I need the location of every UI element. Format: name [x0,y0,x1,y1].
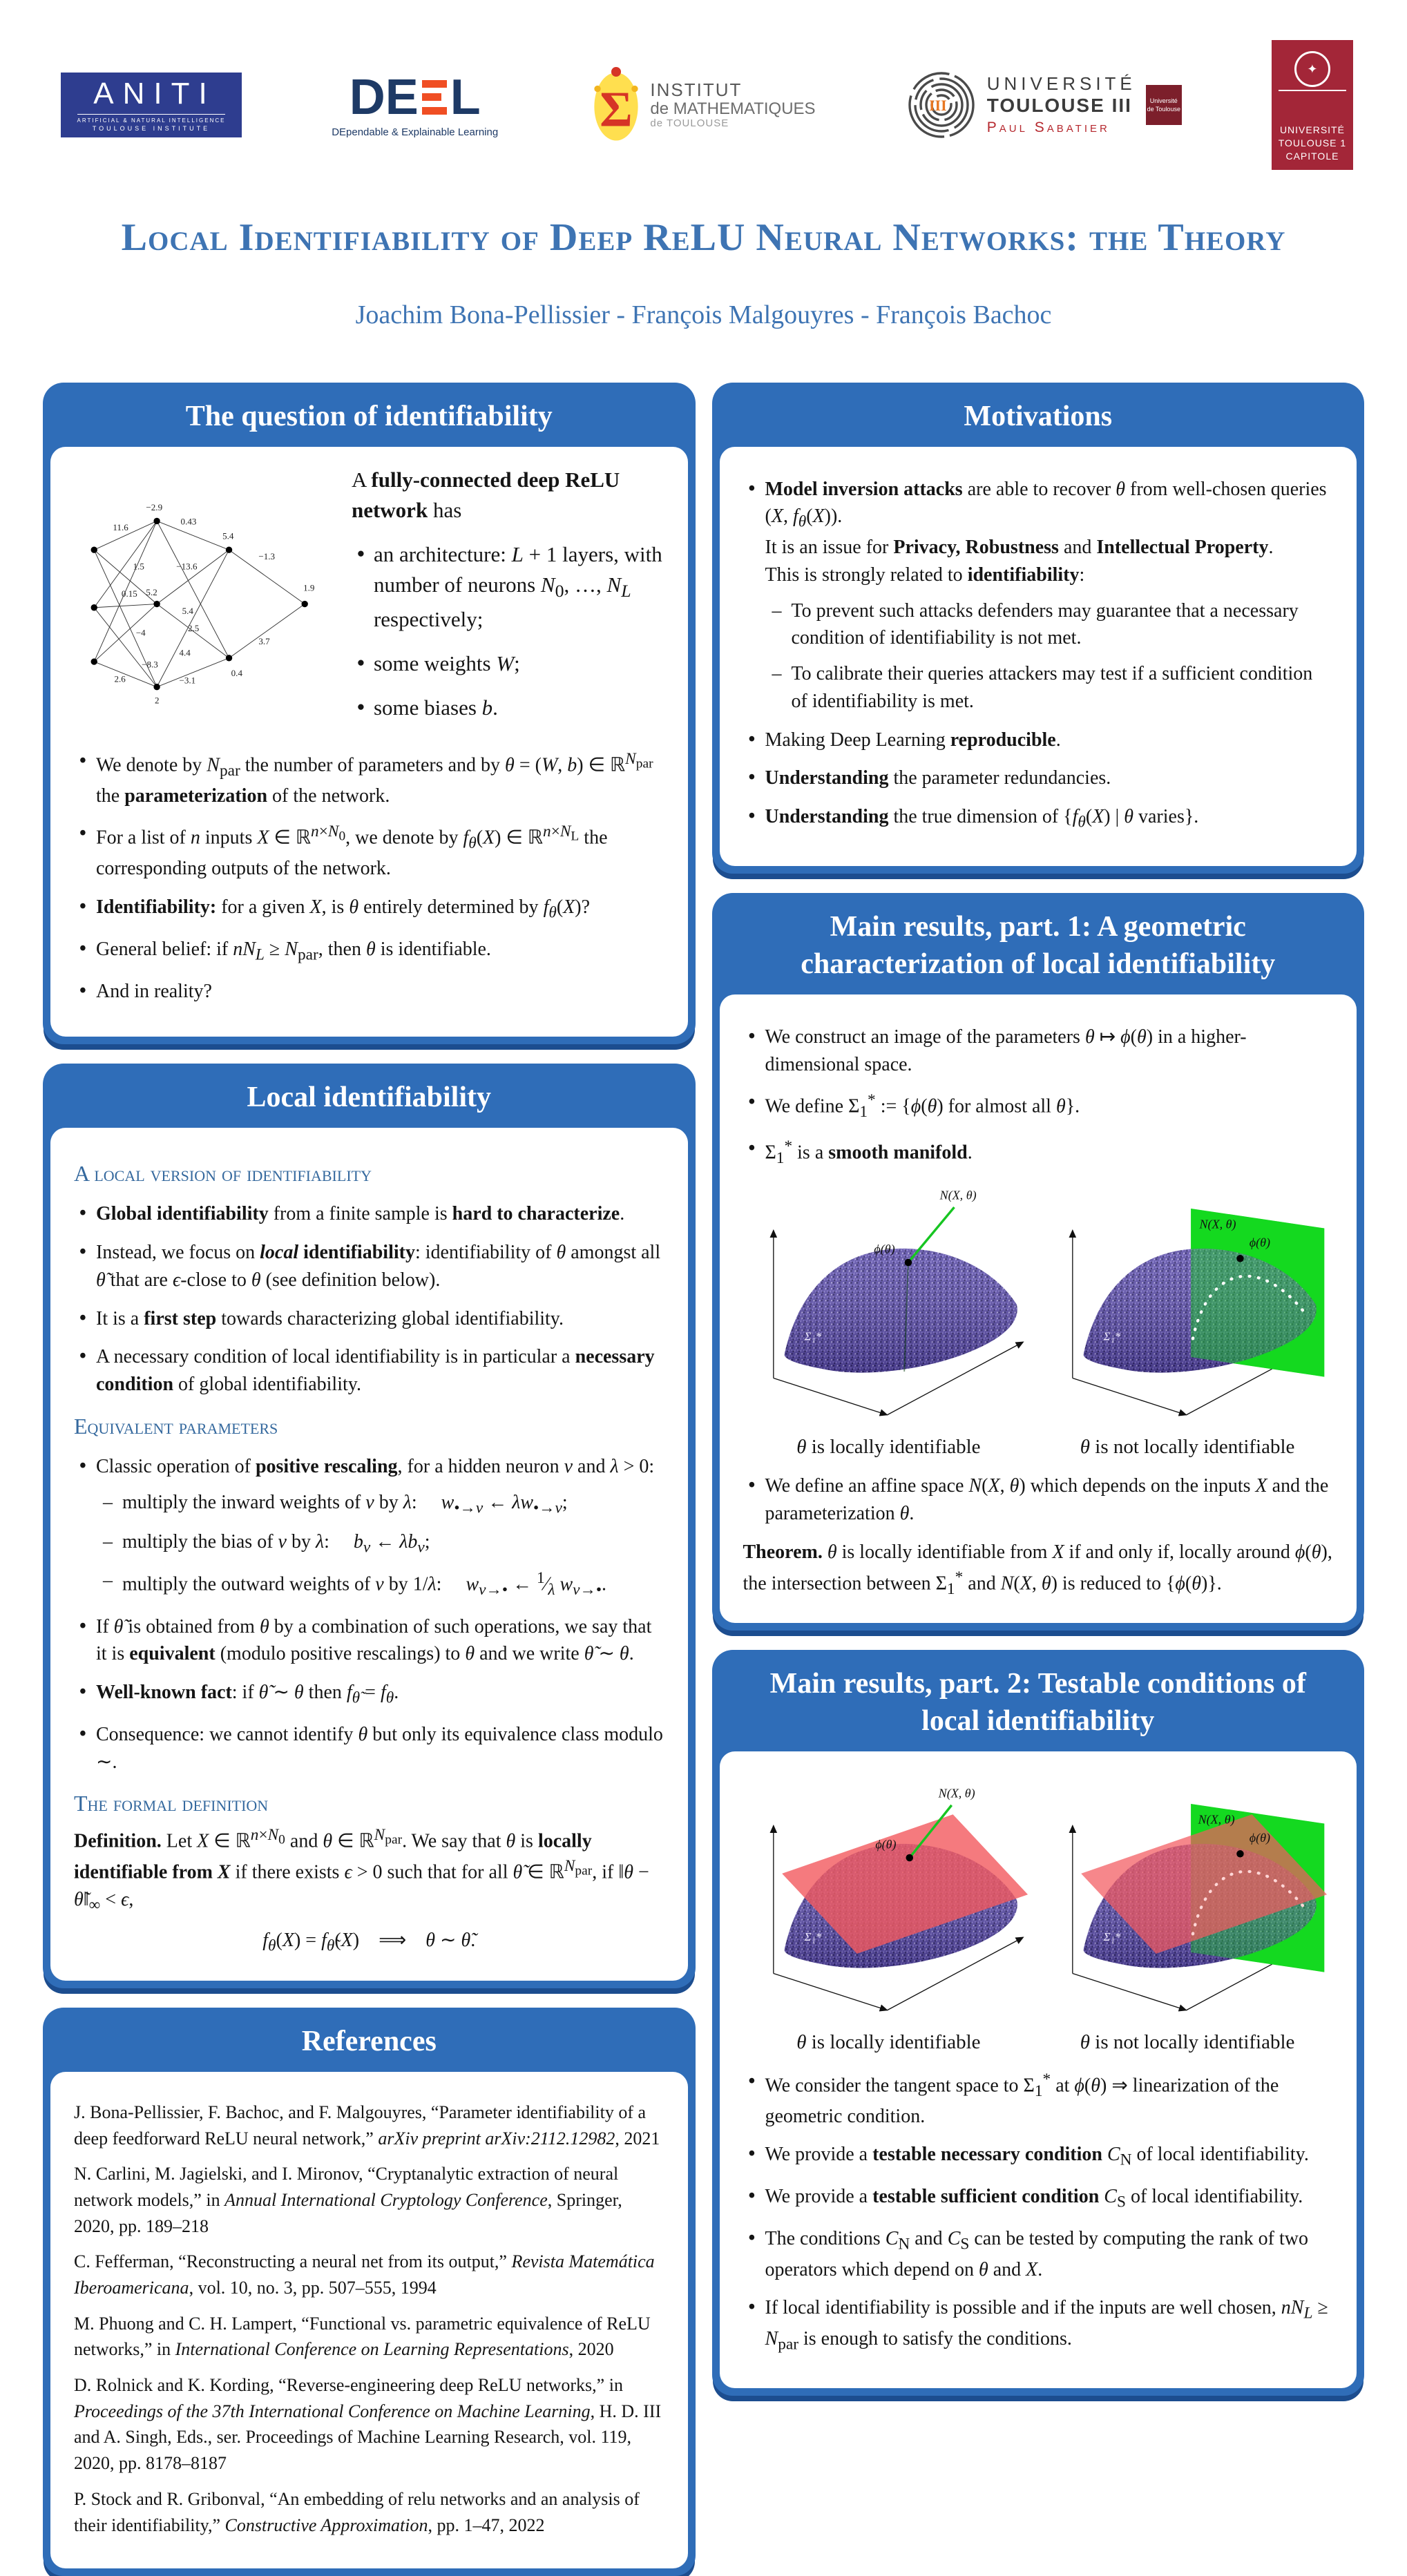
bullet-item: • It is a first step towards characterizing global identifiability. [74,1305,664,1333]
svg-text:1.9: 1.9 [303,582,315,593]
network-description [352,465,664,737]
imt-text [650,80,815,129]
reference-item: N. Carlini, M. Jagielski, and I. Mironov, “Cryptanalytic extraction of neural network models,” in Annual International Cryptology Conference, Springer, 2020, pp. 189–218 [74,2164,622,2236]
deel-subtitle: DEpendable & Explainable Learning [332,126,499,138]
bullet-item: • We define an affine space N(X, θ) which depends on the inputs X and the parameterization θ. [743,1472,1334,1528]
svg-text:11.6: 11.6 [113,521,128,532]
bullet-item [74,1453,664,1602]
motivations-panel-body [720,447,1357,866]
bullet-item: • We denote by $N_{par}$ the number of parameters and by θ = (W, b) ∈ ℝ$^{N_{par}}$ the parameterization of the network. [74,748,664,810]
bullet-item: • If θ̃ is obtained from θ by a combination of such operations, we say that it is equivalent (modulo positive rescalings) to θ and we write θ̃ ∼ θ. [74,1613,664,1669]
svg-text:2.6: 2.6 [114,673,126,684]
relu-network-figure [74,481,334,720]
figure-caption: θ is locally identifiable [796,1436,981,1459]
part2-figure-right [1043,1776,1332,2057]
svg-text:2.5: 2.5 [188,622,200,633]
svg-text:0.15: 0.15 [121,588,137,599]
part1-panel-body [720,994,1357,1623]
motivation-dashes [771,597,1334,715]
deel-red-e-icon [422,80,447,115]
svg-text:2: 2 [154,695,160,706]
figure-caption: θ is locally identifiable [796,2031,981,2054]
dash-item: – multiply the inward weights of v by λ: $w_{•\to v}$ ← $\lambda w_{•\to v}$; [102,1489,664,1520]
svg-text:Σ: Σ [600,81,633,137]
ups-text [987,74,1136,136]
ups-logo [906,69,1182,141]
imt-line1: INSTITUT [650,79,743,101]
bullet-item: • Understanding the true dimension of {$f_\theta(X)$ | θ varies}. [743,803,1334,834]
bullet-item: • Understanding the parameter redundancies. [743,765,1334,792]
definition-formula: $f_\theta(X) = f_{\thetã}(X)$ ⟹ θ ∼ θ̃. [262,1929,476,1955]
bullet-item: • And in reality? [74,978,664,1006]
dash-item: – multiply the outward weights of v by 1/λ: $w_{v\to•}$ ← $^1⁄_\lambda$ $w_{v\to•}$. [102,1567,664,1602]
svg-text:4.4: 4.4 [179,647,191,658]
svg-text:ϕ(θ): ϕ(θ) [1249,1235,1270,1249]
figure-caption: θ is not locally identifiable [1080,2031,1295,2054]
poster-authors: Joachim Bona-Pellissier - François Malgouyres - François Bachoc [355,300,1052,329]
svg-text:N(X, θ): N(X, θ) [939,1188,977,1202]
reference-item: C. Fefferman, “Reconstructing a neural net from its output,” Revista Matemática Iberoamericana, vol. 10, no. 3, pp. 507–555, 1994 [74,2251,655,2298]
bullet-item: • General belief: if $nN_L \ge N_{par}$, then θ is identifiable. [74,936,664,967]
svg-text:3.7: 3.7 [258,635,270,646]
rescaling-operations [102,1489,664,1602]
bullet-item: • We consider the tangent space to $\Sigma_1^*$ at ϕ(θ) ⇒ linearization of the geometric condition. [743,2068,1334,2131]
svg-text:0.4: 0.4 [231,667,242,678]
bullet-item: • We define $\Sigma_1^*$ := {ϕ(θ) for almost all θ}. [743,1089,1334,1124]
local-identifiability-panel [43,1064,696,1988]
part1-panel [712,893,1365,1631]
section-heading: Equivalent parameters [74,1413,278,1439]
svg-text:1.5: 1.5 [133,561,144,572]
svg-text:ϕ(θ): ϕ(θ) [875,1837,897,1852]
motivation-attacks: • Model inversion attacks are able to recover θ from well-chosen queries (X, $f_\theta(X)$). [765,478,1327,531]
motivation-issue: It is an issue for Privacy, Robustness and Intellectual Property. [765,537,1274,559]
part2-panel-body [720,1751,1357,2388]
reference-item: D. Rolnick and K. Kording, “Reverse-engineering deep ReLU networks,” in Proceedings of the 37th International Conference on Machine Learning, H. D. III and A. Singh, Eds., ser. Proceedings of Machine Learning Research, vol. 119, 2020, pp. 8178–8187 [74,2375,662,2474]
ups-badge-line1: Université [1149,97,1178,104]
part2-bullets [743,2068,1334,2356]
local-version-bullets [74,1200,664,1398]
deel-letter-e: E [385,69,419,125]
part1-figure-right [1043,1181,1332,1462]
svg-text:−8.3: −8.3 [142,659,158,670]
left-column [43,383,696,2576]
part1-bottom-bullets [743,1472,1334,1528]
rescaling-lead: Classic operation of positive rescaling, for a hidden neuron v and λ > 0: [96,1456,655,1478]
bullet-item: • A necessary condition of local identifiability is in particular a necessary condition of global identifiability. [74,1343,664,1398]
part1-top-bullets [743,1023,1334,1170]
deel-wordmark [349,69,481,125]
question-bullets [74,748,664,1006]
ups-badge-line2: de Toulouse [1147,106,1180,113]
imt-line3: de TOULOUSE [650,117,729,130]
bullet-item: • an architecture: L + 1 layers, with number of neurons $N_0$, …, $N_L$ respectively; [352,539,664,635]
bullet-item: • The conditions $C_N$ and $C_S$ can be tested by computing the rank of two operators which depend on θ and X. [743,2225,1334,2283]
ups-line1: UNIVERSITÉ [986,73,1136,94]
bullet-item: • some biases b. [352,693,664,723]
references-panel-title: References [301,2026,437,2058]
reference-item: P. Stock and R. Gribonval, “An embedding of relu networks and an analysis of their identifiability,” Constructive Approximation, pp. 1–47, 2022 [74,2488,640,2535]
reference-item: M. Phuong and C. H. Lampert, “Functional vs. parametric equivalence of ReLU networks,” in International Conference on Learning Representations, 2020 [74,2313,651,2360]
right-column [712,383,1365,2396]
svg-text:−4: −4 [135,627,146,638]
motivations-bullets [743,476,1334,834]
svg-text:ϕ(θ): ϕ(θ) [1249,1830,1270,1845]
part1-figures [743,1181,1334,1462]
motivations-panel [712,383,1365,874]
deel-letter-d: D [349,69,385,125]
svg-text:N(X, θ): N(X, θ) [938,1786,975,1800]
bullet-item: • Identifiability: for a given X, is θ entirely determined by $f_\theta(X)$? [74,894,664,925]
svg-text:III: III [928,97,947,114]
svg-text:5.4: 5.4 [182,605,193,616]
motivations-panel-title: Motivations [964,401,1113,432]
ups-line2: TOULOUSE III [986,94,1132,116]
svg-text:−2.9: −2.9 [146,501,163,512]
part1-figure-left [744,1181,1033,1462]
svg-text:5.2: 5.2 [146,586,157,597]
ups-univ-toulouse-badge [1146,85,1182,125]
bullet-item: • If local identifiability is possible and if the inputs are well chosen, $nN_L \ge N_{par}$ is enough to satisfy the conditions. [743,2294,1334,2356]
svg-text:0.43: 0.43 [180,516,197,527]
svg-text:N(X, θ): N(X, θ) [1199,1217,1236,1231]
aniti-name: ANITI [93,76,216,110]
svg-text:−3.1: −3.1 [179,675,196,686]
svg-text:−13.6: −13.6 [176,561,198,572]
svg-text:N(X, θ): N(X, θ) [1198,1812,1235,1827]
ut1-capitole-logo [1272,40,1353,170]
bullet-item: • some weights W; [352,648,664,679]
bullet-item: • Global identifiability from a finite sample is hard to characterize. [74,1200,664,1228]
references-panel-body [50,2072,688,2568]
part2-figure-left [744,1776,1033,2057]
part2-panel [712,1650,1365,2396]
bullet-item: • For a list of n inputs X ∈ ℝ$^{n\times N_0}$, we denote by $f_\theta(X)$ ∈ ℝ$^{n\times N_L}$ the corresponding outputs of the network. [74,820,664,883]
bullet-item: • Instead, we focus on local identifiability: identifiability of θ amongst all θ̃ that are ϵ-close to θ (see definition below). [74,1239,664,1294]
svg-text:Σ₁*: Σ₁* [1103,1930,1120,1943]
deel-logo [332,69,499,138]
aniti-subtitle2: TOULOUSE INSTITUTE [92,124,211,132]
ups-fingerprint-icon [906,69,977,141]
svg-text:Σ₁*: Σ₁* [1103,1329,1120,1343]
bullet-item: • Making Deep Learning reproducible. [743,727,1334,754]
dash-item: – multiply the bias of v by λ: $b_v$ ← $\lambda b_v$; [102,1528,664,1559]
section-heading: The formal definition [74,1791,269,1816]
network-intro: A fully-connected deep ReLU network has [351,467,620,522]
ut1-rule [1279,90,1346,91]
ups-line3: Paul Sabatier [986,119,1110,135]
references-panel [43,2008,696,2576]
part2-figures [743,1776,1334,2057]
imt-line2: de MATHEMATIQUES [650,99,816,118]
logo-row [0,0,1407,170]
imt-sigma-icon [588,64,644,146]
definition-text: Definition. Let X ∈ ℝ$^{n\times N_0}$ and θ ∈ ℝ$^{N_{par}}$. We say that θ is locally identifiable from X if there exists ϵ > 0 such that for all θ̃ ∈ ℝ$^{N_{par}}$, if ‖θ − $\thetã‖_\infty < \epsilon$, [74,1825,649,1914]
ut1-line1: UNIVERSITÉ [1279,124,1345,136]
aniti-subtitle: ARTIFICIAL & NATURAL INTELLIGENCE [77,114,226,124]
local-panel-title: Local identifiability [247,1082,491,1114]
bullet-item: • We provide a testable sufficient condition $C_S$ of local identifiability. [743,2183,1334,2214]
figure-caption: θ is not locally identifiable [1080,1436,1295,1459]
question-panel-body [50,447,688,1037]
theorem-text: Theorem. θ is locally identifiable from X if and only if, locally around ϕ(θ), the intersection between $\Sigma_1^*$ and N(X, θ) is reduced to {ϕ(θ)}. [743,1541,1332,1598]
svg-text:ϕ(θ): ϕ(θ) [874,1242,895,1256]
dash-item: – To calibrate their queries attackers may test if a sufficient condition of identifiability is met. [771,660,1334,715]
bullet-item: • Well-known fact: if θ̃ ∼ θ then $f_{\thetã} = f_\theta$. [74,1679,664,1710]
local-panel-body [50,1128,688,1981]
bullet-item: • Consequence: we cannot identify θ but only its equivalence class modulo ∼. [74,1721,664,1776]
bullet-item: • We provide a testable necessary condition $C_N$ of local identifiability. [743,2141,1334,2172]
deel-letter-l: L [450,69,481,125]
reference-item: J. Bona-Pellissier, F. Bachoc, and F. Malgouyres, “Parameter identifiability of a deep feedforward ReLU neural network,” arXiv preprint arXiv:2112.12982, 2021 [74,2102,660,2149]
question-panel [43,383,696,1044]
bullet-item: • $\Sigma_1^*$ is a smooth manifold. [743,1135,1334,1170]
columns [0,383,1407,2576]
equivalent-parameters-bullets [74,1453,664,1776]
ut1-line2: TOULOUSE 1 [1278,137,1347,149]
question-panel-title: The question of identifiability [185,401,553,432]
dash-item: – To prevent such attacks defenders may guarantee that a necessary condition of identifiability is not met. [771,597,1334,653]
bullet-item: • We construct an image of the parameters θ ↦ ϕ(θ) in a higher-dimensional space. [743,1023,1334,1079]
motivation-related: This is strongly related to identifiability: [765,564,1085,586]
svg-text:Σ₁*: Σ₁* [804,1930,822,1943]
part2-panel-title: Main results, part. 2: Testable conditions of local identifiability [769,1667,1306,1738]
svg-text:−1.3: −1.3 [258,550,276,561]
imt-logo [588,64,815,146]
aniti-logo [61,73,242,137]
svg-text:5.4: 5.4 [222,530,234,541]
bullet-item [743,476,1334,715]
svg-text:Σ₁*: Σ₁* [804,1329,822,1343]
poster-title: Local Identifiability of Deep ReLU Neural Networks: the Theory [121,216,1286,259]
part1-panel-title: Main results, part. 1: A geometric characterization of local identifiability [801,910,1276,981]
ut1-line3: CAPITOLE [1285,151,1339,162]
ut1-seal-icon: ✦ [1294,51,1330,87]
section-heading: A local version of identifiability [74,1160,372,1186]
